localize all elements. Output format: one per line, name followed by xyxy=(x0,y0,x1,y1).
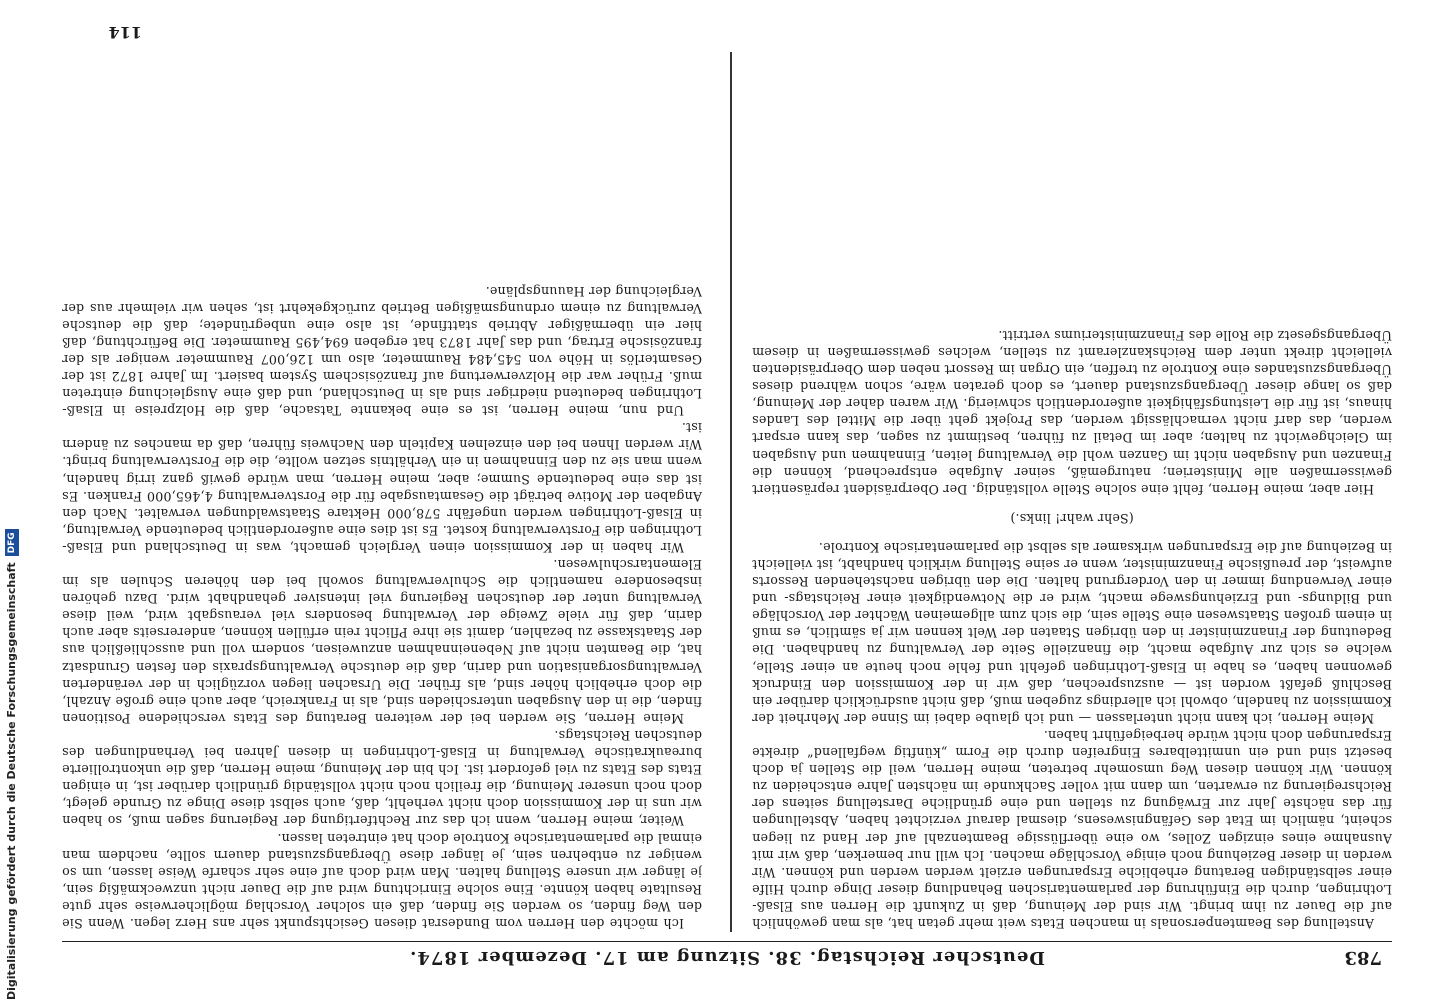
paragraph: Anstellung des Beamtenpersonals in manchen Etats weit mehr getan hat, als man gewöhnlich auf die Dauer zu ihm bringt. Wir sind der Meinung, daß in Zukunft die Herren aus Elsaß-Lothringen, durch die Einführung der parlamentarischen Behandlung dieser Dinge durch Hilfe einer selbständigen Beratung erhebliche Ersparungen erzielt werden werden und können. Wir werden in dieser Beziehung noch einige Vorschläge machen. Ich will nur bemerken, daß wir mit Ausnahme eines einzigen Zolles, wo eine überflüssige Beamtenzahl auf der Hand zu liegen scheint, nämlich im Etat des Gefängniswesens, diesmal darauf verzichtet haben, Abstellungen für das nächste Jahr zur Erwägung zu stellen und eine gründliche Darstellung seitens der Reichsregierung zu erwarten, um dann mit voller Sachkunde im nächsten Jahre entscheiden zu können. Wir können diesen Weg umsomehr betreten, meine Herren, weil die Stellen ja doch besetzt sind und ein unmittelbares Eingreifen durch die Form „künftig wegfallend“ direkte Ersparungen doch nicht würde herbeigeführt haben. xyxy=(752,727,1392,931)
dfg-logo: DFG xyxy=(5,529,19,556)
paragraph: Meine Herren, ich kann nicht unterlassen — und ich glaube dabei im Sinne der Mehrheit der Kommission zu handeln, obwohl ich allerdings zugeben muß, daß nicht ausdrücklich darüber ein Beschluß gefaßt worden ist — auszusprechen, daß wir in der Kommission den Eindruck gewonnen haben, es habe in Elsaß-Lothringen gefehlt und fehle noch heute an einer Stelle, welche es sich zur Aufgabe macht, die finanzielle Seite der Verwaltung zu handhaben. Die Bedeutung der Finanzminister in den übrigen Staaten der Welt kennen wir ja sämtlich, es muß in einem großen Staatswesen eine Stelle sein, die sich zum allgemeinen Wächter der Vorschläge und Bildungs- und Erziehungswege macht, wird er die Notwendigkeit einer Reichstags- und einer Verwendung immer in den Vordergrund halten. Die den übrigen nachstehenden Ressorts aufweist, der preußische Finanzminister, wenn er seine Stellung wirklich handhabt, ist vielleicht in Beziehung auf die Ersparungen wirksamer als selbst die parlamentarische Kontrole. xyxy=(752,539,1392,726)
interjection: (Sehr wahr! links.) xyxy=(1010,510,1134,526)
digitization-strip xyxy=(0,0,24,1000)
left-column xyxy=(752,52,1392,932)
column-divider xyxy=(731,52,733,932)
right-column xyxy=(62,52,702,932)
page-title: Deutscher Reichstag. 38. Sitzung am 17. Dezember 1874. xyxy=(409,947,1045,968)
page-header xyxy=(62,941,1392,970)
paragraph: Weiter, meine Herren, wenn ich das zur Rechtfertigung der Regierung sagen muß, so haben wir uns in der Kommission doch nicht verhehlt, daß, auch selbst diese Dinge zu Grunde gelegt, doch noch unserer Meinung, die freilich noch nicht vollständig gründlich darüber ist, in einigen Etats des Etats zu viel gefordert ist. Ich bin der Meinung, meine Herren, daß die unkontrollierte bureaukratische Verwaltung in Elsaß-Lothringen in diesen Jahren bei Verhandlungen des deutschen Reichstags. xyxy=(62,727,702,829)
paragraph: Hier aber, meine Herren, fehlt eine solche Stelle vollständig. Der Oberpräsident repräsentiert gewissermaßen alle Ministerien; naturgemäß, seiner Aufgabe entsprechend, können die Finanzen und Ausgaben nicht im Ganzen wohl die Verwaltung leiten, Einnahmen und Ausgaben im Gleichgewicht zu halten; aber im Detail zu führen, bestimmt zu sagen, das kann erspart werden, das darf nicht vernachlässigt werden, das Projekt geht über die Mittel des Landes hinaus, ist für die Leistungsfähigkeit außerordentlich schwierig. Wir waren daher der Meinung, daß so lange dieser Übergangszustand dauert, es doch geraten wäre, schon während dieses Übergangszustandes eine Kontrole zu treffen, ein Organ im Ressort neben dem Oberpräsidenten vielleicht direkt unter dem Reichskanzleramt zu stellen, welches gewissermaßen in diesem Übergangsgesetz die Rolle des Finanzministeriums vertritt. xyxy=(752,327,1392,497)
digitization-text: Digitalisierung gefördert durch die Deutsche Forschungsgemeinschaft xyxy=(5,562,18,1000)
page-number: 783 xyxy=(1344,947,1382,968)
paragraph: Ich möchte den Herren vom Bundesrat diesen Gesichtspunkt sehr ans Herz legen. Wenn Sie den Weg finden, so werden Sie finden, daß ein solcher Vorschlag möglicherweise sehr gute Resultate haben könnte. Eine solche Einrichtung wird auf die Dauer nicht unzweckmäßig sein, je länger wir unsere Stellung halten. Man wird doch auf eine sehr scharfe Weise lassen, um so weniger zu entbehren sein, je länger diese Übergangszustand dauern sollte, nachdem man einmal die parlamentarische Kontrole doch hat eintreten lassen. xyxy=(62,830,702,931)
paragraph: Und nun, meine Herren, ist es eine bekannte Tatsache, daß die Holzpreise in Elsaß-Lothringen bedeutend niedriger sind als in Deutschland, und daß eine Ausgleichung eintreten muß. Früher war die Holzverwertung auf französischem System basiert. Im Jahre 1872 ist der Gesamterlös in Höhe von 545,484 Raummeter, also um 126,007 Raummeter weniger als der französische Ertrag, und das Jahr 1873 hat ergeben 694,495 Raummeter. Die Befürchtung, daß hier ein übermäßiger Abtrieb stattfinde, ist also eine unbegründete; daß die deutsche Verwaltung zu einem ordnungsmäßigen Betrieb zurückgekehrt ist, sehen wir vielmehr aus der Vergleichung der Hauungspläne. xyxy=(62,283,702,419)
paragraph: Wir haben in der Kommission einen Vergleich gemacht, was in Deutschland und Elsaß-Lothringen die Forstverwaltung kostet. Es ist dies eine außerordentlich bedeutende Verwaltung, in Elsaß-Lothringen werden ungefähr 578,000 Hektare Staatswaldungen verwaltet. Nach den Angaben der Motive beträgt die Gesamtausgabe für die Forstverwaltung 4,465,000 Franken. Es ist das eine bedeutende Summe; aber, meine Herren, man würde gewiß ganz irrig handeln, wenn man sie zu den Einnahmen in ein Verhältnis setzen wollte, die die Forstverwaltung bringt. Wir werden Ihnen bei den einzelnen Kapiteln den Nachweis führen, daß da manches zu ändern ist. xyxy=(62,420,702,555)
footer-signature: 114 xyxy=(108,23,142,42)
paragraph: Meine Herren, Sie werden bei der weiteren Beratung des Etats verschiedene Positionen finden, die in den Ausgaben unterschieden sind, als in Frankreich, aber auch eine große Anzahl, die doch erheblich höher sind, als früher. Die Ursachen liegen vorzüglich in der veränderten Verwaltungsorganisation und darin, daß die deutsche Verwaltungspraxis den festen Grundsatz hat, die Beamten nicht auf Nebeneinnahmen anzuweisen, sondern voll und ausschließlich aus der Staatskasse zu bezahlen, damit sie ihre Pflicht rein erfüllen können, andererseits aber auch darin, daß für viele Zweige der Verwaltung besonders viel verausgabt wird, weil diese Verwaltung unter der deutschen Regierung viel intensiver gehandhabt wird. Dazu gehören insbesondere namentlich die Schulverwaltung sowohl bei den höheren Schulen als im Elementarschulwesen. xyxy=(62,557,702,726)
digitization-notice xyxy=(0,0,24,1000)
